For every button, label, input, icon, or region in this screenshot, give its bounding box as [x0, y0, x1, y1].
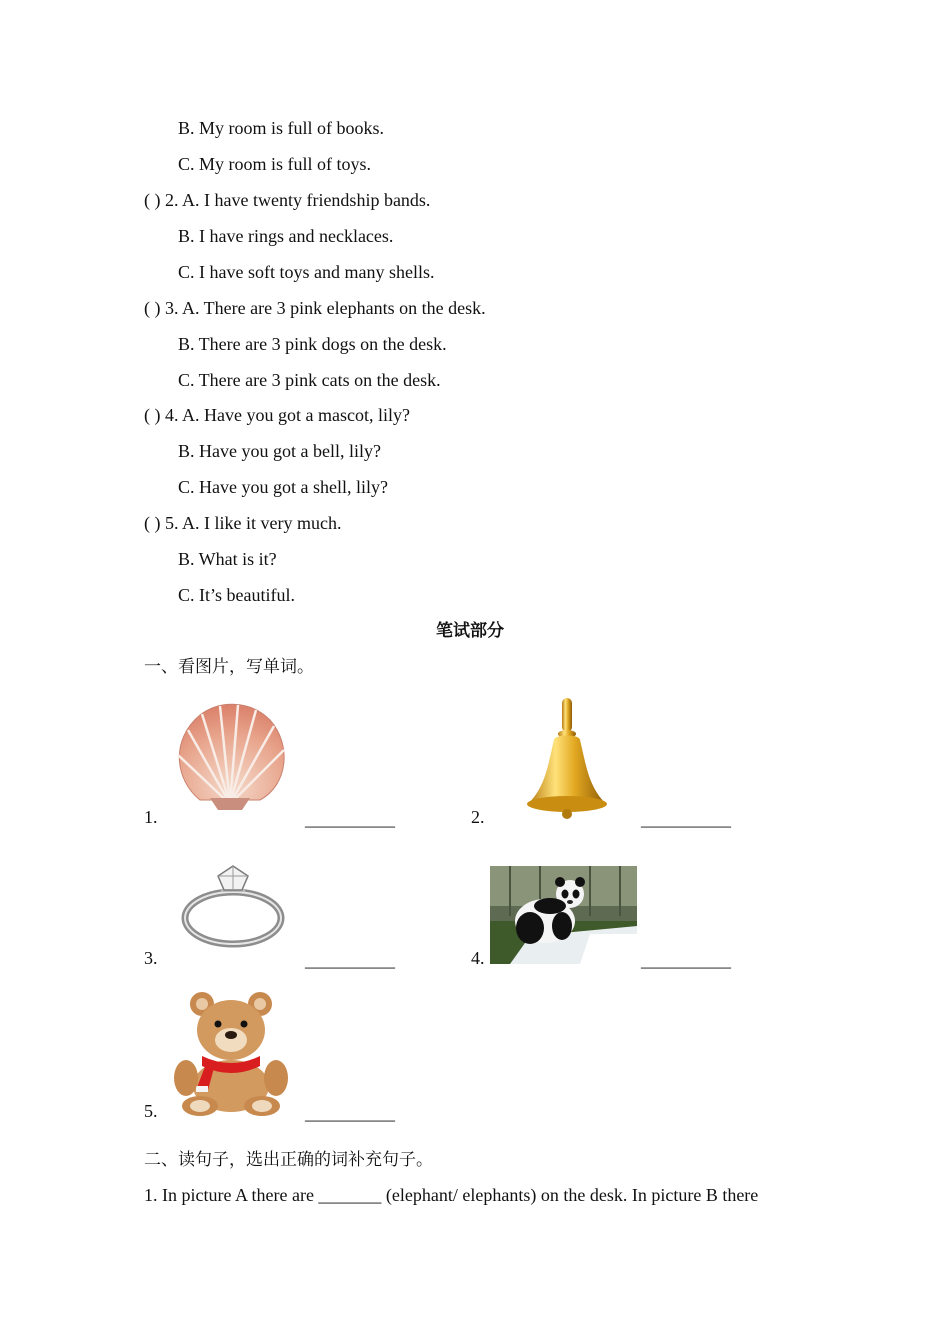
- part1-heading: 一、看图片，写单词。: [144, 657, 314, 677]
- q2-option-b: B. I have rings and necklaces.: [178, 226, 394, 246]
- q5-stem: ( ) 5. A. I like it very much.: [144, 513, 342, 533]
- part2-question-1: 1. In picture A there are _______ (elephant/ elephants) on the desk. In picture B there: [144, 1185, 759, 1205]
- answer-blank[interactable]: __________: [305, 809, 395, 829]
- q5-option-b: B. What is it?: [178, 549, 277, 569]
- answer-blank[interactable]: __________: [305, 1103, 395, 1123]
- item-number: 4.: [471, 948, 485, 968]
- item-number: 1.: [144, 807, 158, 827]
- answer-blank[interactable]: __________: [641, 809, 731, 829]
- ring-picture: [180, 862, 286, 950]
- q4-option-b: B. Have you got a bell, lily?: [178, 441, 381, 461]
- answer-blank[interactable]: __________: [305, 950, 395, 970]
- section-title: 笔试部分: [436, 621, 504, 641]
- panda-picture: [490, 866, 637, 964]
- q3-option-c: C. There are 3 pink cats on the desk.: [178, 370, 441, 390]
- item-number: 2.: [471, 807, 485, 827]
- q3-option-b: B. There are 3 pink dogs on the desk.: [178, 334, 447, 354]
- q3-stem: ( ) 3. A. There are 3 pink elephants on the desk.: [144, 298, 486, 318]
- q4-stem: ( ) 4. A. Have you got a mascot, lily?: [144, 405, 410, 425]
- bell-picture: [524, 694, 610, 824]
- q2-stem: ( ) 2. A. I have twenty friendship bands.: [144, 190, 431, 210]
- q1-option-b: B. My room is full of books.: [178, 118, 385, 138]
- q2-option-c: C. I have soft toys and many shells.: [178, 262, 435, 282]
- item-number: 5.: [144, 1101, 158, 1121]
- q5-option-c: C. It’s beautiful.: [178, 585, 295, 605]
- teddy-bear-picture: [162, 990, 300, 1116]
- shell-picture: [170, 700, 292, 812]
- q1-option-c: C. My room is full of toys.: [178, 154, 372, 174]
- q4-option-c: C. Have you got a shell, lily?: [178, 477, 388, 497]
- item-number: 3.: [144, 948, 158, 968]
- part2-heading: 二、读句子，选出正确的词补充句子。: [144, 1150, 433, 1170]
- answer-blank[interactable]: __________: [641, 950, 731, 970]
